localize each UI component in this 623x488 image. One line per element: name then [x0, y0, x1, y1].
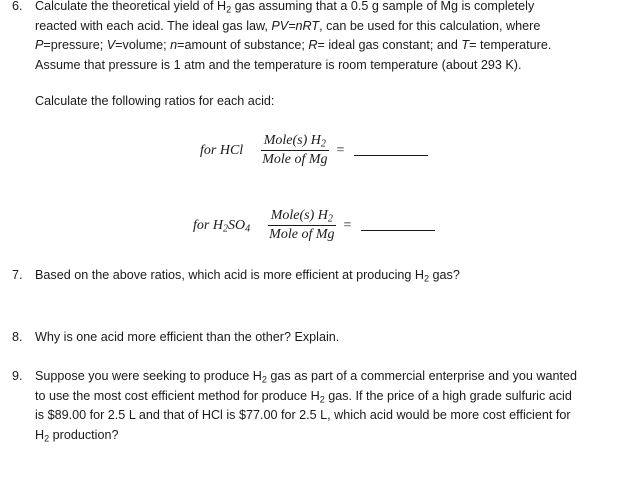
question-8-text: Why is one acid more efficient than the other? Explain.	[35, 330, 340, 344]
question-8	[12, 328, 616, 348]
question-9	[12, 367, 616, 445]
ratio-h2so4-numerator: Mole(s) $H_2$	[268, 208, 336, 226]
ratio-h2so4	[193, 208, 435, 243]
question-7	[12, 266, 616, 286]
question-7-text: Based on the above ratios, which acid is more efficient at producing $H_2$ gas?	[35, 268, 460, 284]
question-6-line-3: P=pressure; V=volume; n=amount of substance; R= ideal gas constant; and T= temperature.	[35, 38, 552, 52]
question-6	[12, 0, 616, 75]
question-9-number: 9.	[12, 369, 23, 383]
question-9-line-4: $H_2$ production?	[35, 427, 119, 443]
ratio-hcl-answer-blank[interactable]	[354, 145, 428, 156]
ratio-h2so4-equals: =	[343, 217, 352, 233]
ratio-hcl-fraction	[259, 133, 330, 168]
ratio-h2so4-answer-blank[interactable]	[361, 220, 435, 231]
ratio-h2so4-fraction	[266, 208, 337, 243]
question-9-line-3: is $89.00 for 2.5 L and that of HCl is $77.00 for 2.5 L, which acid would be more cost efficient for	[35, 408, 571, 422]
ratio-h2so4-label: for $H_2SO_4$	[193, 217, 251, 235]
question-6-line-2: reacted with each acid. The ideal gas law, PV=nRT, can be used for this calculation, where	[35, 18, 541, 33]
ratio-hcl-numerator: Mole(s) $H_2$	[261, 133, 329, 151]
question-6-line-1: Calculate the theoretical yield of $H_2$ gas assuming that a 0.5 g sample of Mg is completely	[35, 0, 535, 15]
ratio-hcl-denominator: Mole of Mg	[262, 152, 328, 167]
question-6-line-4: Assume that pressure is 1 atm and the temperature is room temperature (about 293 K).	[35, 57, 522, 72]
question-7-number: 7.	[12, 268, 23, 282]
question-9-line-2: to use the most cost efficient method for produce $H_2$ gas. If the price of a high grade sulfuric acid	[35, 388, 572, 404]
question-9-line-1: Suppose you were seeking to produce $H_2$ gas as part of a commercial enterprise and you wanted	[35, 369, 577, 385]
ratio-hcl	[200, 133, 428, 168]
ratio-hcl-equals: =	[336, 142, 345, 158]
question-8-number: 8.	[12, 330, 23, 344]
question-6-number: 6.	[12, 0, 23, 13]
ratio-instruction: Calculate the following ratios for each acid:	[35, 94, 275, 108]
ratio-hcl-label: for HCl	[200, 142, 244, 158]
ratio-h2so4-denominator: Mole of Mg	[269, 227, 335, 242]
